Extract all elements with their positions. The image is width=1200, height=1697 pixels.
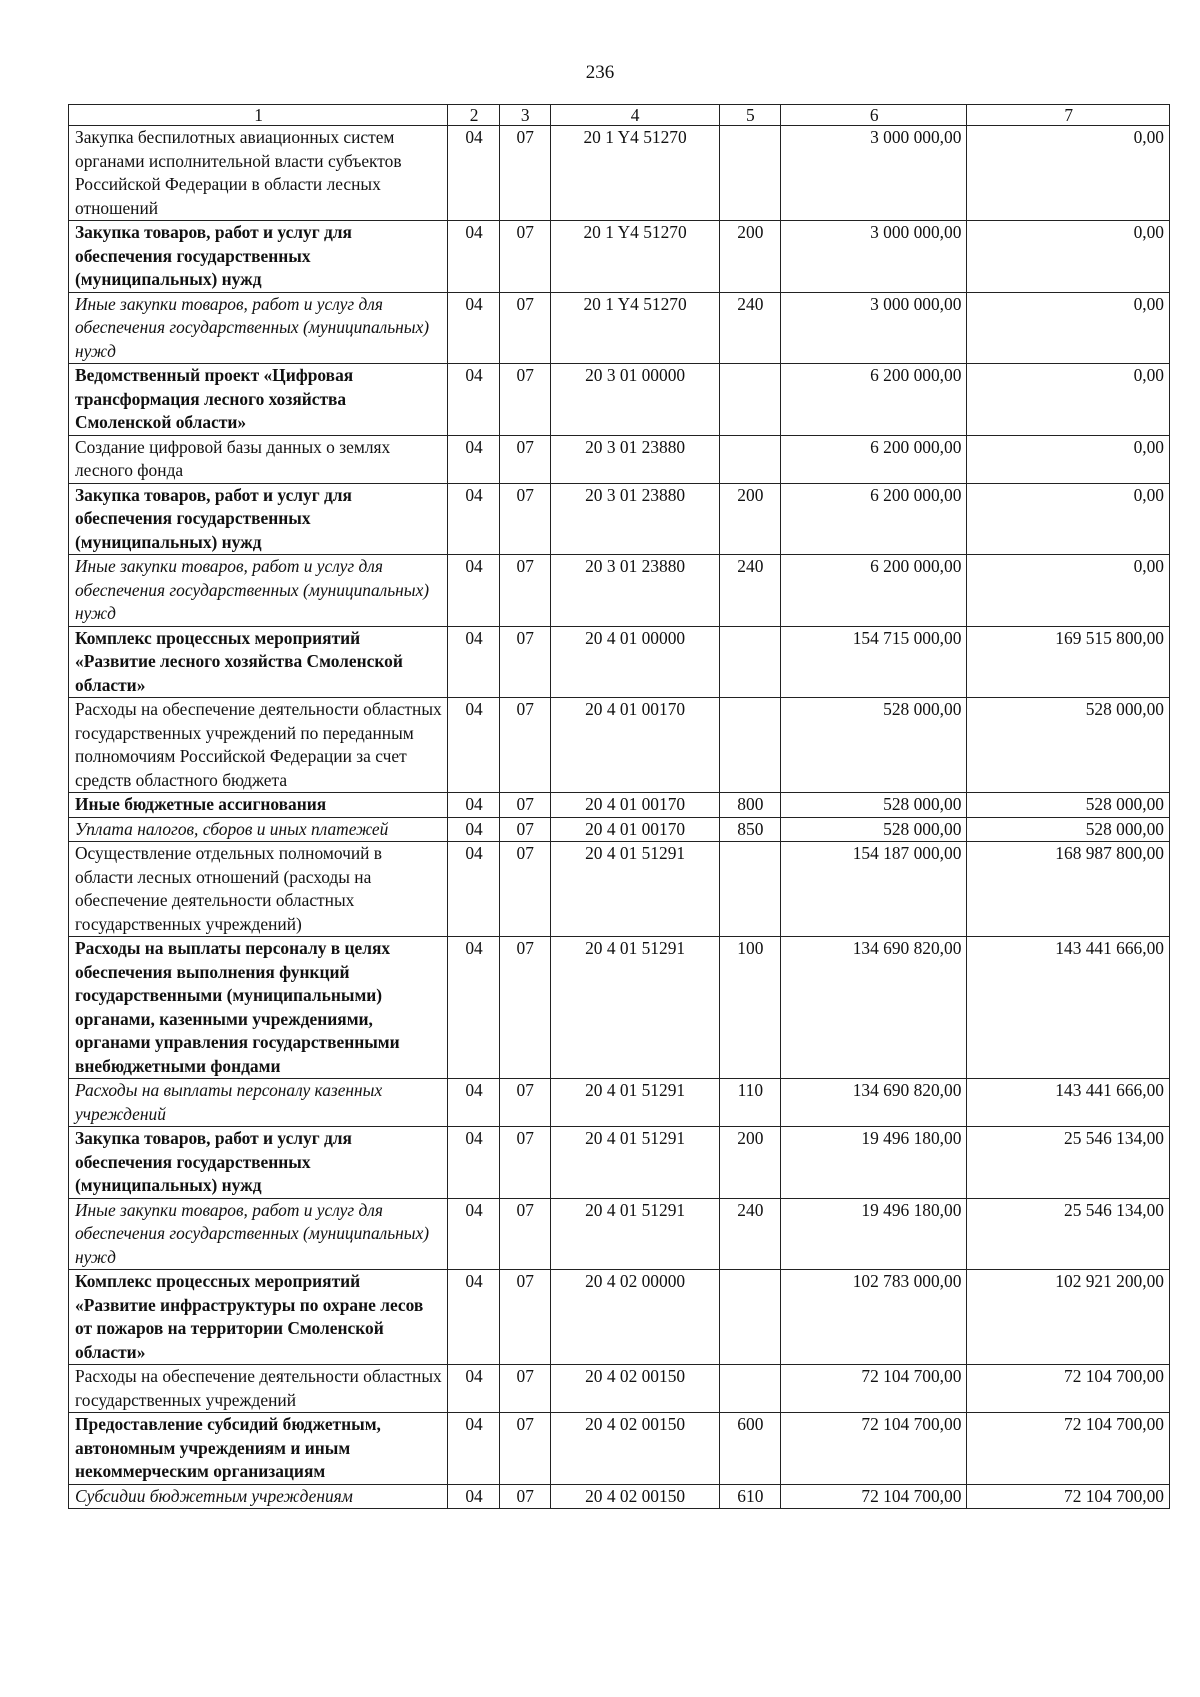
- amount-year-2: 102 921 200,00: [967, 1270, 1170, 1365]
- section-code: 04: [448, 1270, 500, 1365]
- amount-year-2: 25 546 134,00: [967, 1198, 1170, 1270]
- expense-type-code: 850: [719, 817, 780, 842]
- amount-year-2: 169 515 800,00: [967, 626, 1170, 698]
- table-row: [69, 435, 1170, 483]
- expense-name: Расходы на обеспечение деятельности областных государственных учреждений по переданным полномочиям Российской Федерации за счет средств областного бюджета: [69, 698, 448, 793]
- amount-year-1: 72 104 700,00: [781, 1365, 967, 1413]
- expense-name: Иные закупки товаров, работ и услуг для обеспечения государственных (муниципальных) нужд: [69, 292, 448, 364]
- expense-name: Закупка товаров, работ и услуг для обеспечения государственных (муниципальных) нужд: [69, 221, 448, 293]
- amount-year-1: 72 104 700,00: [781, 1413, 967, 1485]
- section-code: 04: [448, 435, 500, 483]
- expense-name: Закупка товаров, работ и услуг для обеспечения государственных (муниципальных) нужд: [69, 483, 448, 555]
- table-row: [69, 1198, 1170, 1270]
- subsection-code: 07: [499, 698, 550, 793]
- column-header: 3: [499, 105, 550, 126]
- section-code: 04: [448, 221, 500, 293]
- section-code: 04: [448, 698, 500, 793]
- amount-year-1: 6 200 000,00: [781, 364, 967, 436]
- expense-type-code: 800: [719, 793, 780, 818]
- subsection-code: 07: [499, 126, 550, 221]
- section-code: 04: [448, 1198, 500, 1270]
- expense-type-code: 200: [719, 221, 780, 293]
- subsection-code: 07: [499, 221, 550, 293]
- subsection-code: 07: [499, 793, 550, 818]
- table-row: [69, 1270, 1170, 1365]
- expense-type-code: 240: [719, 292, 780, 364]
- column-header: 2: [448, 105, 500, 126]
- expense-type-code: [719, 698, 780, 793]
- expense-type-code: 200: [719, 483, 780, 555]
- amount-year-1: 19 496 180,00: [781, 1198, 967, 1270]
- table-row: [69, 555, 1170, 627]
- table-row: [69, 793, 1170, 818]
- amount-year-1: 6 200 000,00: [781, 483, 967, 555]
- expense-type-code: 100: [719, 937, 780, 1079]
- subsection-code: 07: [499, 292, 550, 364]
- target-article-code: 20 4 02 00150: [550, 1365, 719, 1413]
- subsection-code: 07: [499, 435, 550, 483]
- section-code: 04: [448, 817, 500, 842]
- expense-type-code: [719, 626, 780, 698]
- expense-type-code: 240: [719, 555, 780, 627]
- expense-type-code: 200: [719, 1127, 780, 1199]
- amount-year-2: 72 104 700,00: [967, 1413, 1170, 1485]
- amount-year-2: 528 000,00: [967, 817, 1170, 842]
- expense-name: Субсидии бюджетным учреждениям: [69, 1484, 448, 1509]
- amount-year-2: 25 546 134,00: [967, 1127, 1170, 1199]
- amount-year-2: 0,00: [967, 483, 1170, 555]
- amount-year-1: 3 000 000,00: [781, 292, 967, 364]
- column-header: 4: [550, 105, 719, 126]
- column-header: 1: [69, 105, 448, 126]
- amount-year-1: 102 783 000,00: [781, 1270, 967, 1365]
- target-article-code: 20 4 01 00000: [550, 626, 719, 698]
- amount-year-2: 72 104 700,00: [967, 1365, 1170, 1413]
- expense-type-code: [719, 126, 780, 221]
- amount-year-1: 3 000 000,00: [781, 221, 967, 293]
- target-article-code: 20 3 01 23880: [550, 483, 719, 555]
- target-article-code: 20 4 01 51291: [550, 937, 719, 1079]
- expense-name: Иные закупки товаров, работ и услуг для обеспечения государственных (муниципальных) нужд: [69, 1198, 448, 1270]
- table-body: [69, 105, 1170, 1509]
- table-row: [69, 292, 1170, 364]
- subsection-code: 07: [499, 842, 550, 937]
- section-code: 04: [448, 483, 500, 555]
- table-row: [69, 1079, 1170, 1127]
- target-article-code: 20 4 01 51291: [550, 1198, 719, 1270]
- amount-year-2: 528 000,00: [967, 698, 1170, 793]
- table-row: [69, 364, 1170, 436]
- target-article-code: 20 4 02 00150: [550, 1484, 719, 1509]
- subsection-code: 07: [499, 555, 550, 627]
- subsection-code: 07: [499, 817, 550, 842]
- expense-name: Комплекс процессных мероприятий «Развитие инфраструктуры по охране лесов от пожаров на территории Смоленской области»: [69, 1270, 448, 1365]
- subsection-code: 07: [499, 1365, 550, 1413]
- expense-name: Иные закупки товаров, работ и услуг для обеспечения государственных (муниципальных) нужд: [69, 555, 448, 627]
- target-article-code: 20 1 Y4 51270: [550, 221, 719, 293]
- section-code: 04: [448, 793, 500, 818]
- expense-type-code: 110: [719, 1079, 780, 1127]
- subsection-code: 07: [499, 1079, 550, 1127]
- amount-year-1: 19 496 180,00: [781, 1127, 967, 1199]
- table-row: [69, 842, 1170, 937]
- target-article-code: 20 4 02 00150: [550, 1413, 719, 1485]
- expense-name: Комплекс процессных мероприятий «Развитие лесного хозяйства Смоленской области»: [69, 626, 448, 698]
- amount-year-1: 3 000 000,00: [781, 126, 967, 221]
- section-code: 04: [448, 1484, 500, 1509]
- column-header: 7: [967, 105, 1170, 126]
- expense-name: Ведомственный проект «Цифровая трансформация лесного хозяйства Смоленской области»: [69, 364, 448, 436]
- amount-year-1: 528 000,00: [781, 793, 967, 818]
- table-row: [69, 817, 1170, 842]
- expense-name: Закупка беспилотных авиационных систем органами исполнительной власти субъектов Российской Федерации в области лесных отношений: [69, 126, 448, 221]
- table-row: [69, 698, 1170, 793]
- subsection-code: 07: [499, 1484, 550, 1509]
- target-article-code: 20 4 01 51291: [550, 1079, 719, 1127]
- target-article-code: 20 4 01 51291: [550, 842, 719, 937]
- target-article-code: 20 3 01 23880: [550, 435, 719, 483]
- section-code: 04: [448, 1127, 500, 1199]
- target-article-code: 20 3 01 23880: [550, 555, 719, 627]
- column-header: 5: [719, 105, 780, 126]
- table-row: [69, 626, 1170, 698]
- section-code: 04: [448, 842, 500, 937]
- section-code: 04: [448, 364, 500, 436]
- expense-type-code: [719, 842, 780, 937]
- table-row: [69, 1484, 1170, 1509]
- table-row: [69, 483, 1170, 555]
- subsection-code: 07: [499, 1198, 550, 1270]
- table-row: [69, 221, 1170, 293]
- amount-year-2: 0,00: [967, 364, 1170, 436]
- amount-year-2: 72 104 700,00: [967, 1484, 1170, 1509]
- amount-year-2: 0,00: [967, 126, 1170, 221]
- amount-year-2: 168 987 800,00: [967, 842, 1170, 937]
- expense-type-code: [719, 1270, 780, 1365]
- subsection-code: 07: [499, 364, 550, 436]
- amount-year-1: 154 187 000,00: [781, 842, 967, 937]
- amount-year-1: 134 690 820,00: [781, 1079, 967, 1127]
- section-code: 04: [448, 1413, 500, 1485]
- expense-type-code: 600: [719, 1413, 780, 1485]
- subsection-code: 07: [499, 1413, 550, 1485]
- amount-year-1: 528 000,00: [781, 698, 967, 793]
- section-code: 04: [448, 937, 500, 1079]
- section-code: 04: [448, 292, 500, 364]
- section-code: 04: [448, 1079, 500, 1127]
- target-article-code: 20 4 01 00170: [550, 793, 719, 818]
- page-number: 236: [585, 62, 615, 83]
- table-row: [69, 1413, 1170, 1485]
- amount-year-1: 72 104 700,00: [781, 1484, 967, 1509]
- subsection-code: 07: [499, 1127, 550, 1199]
- subsection-code: 07: [499, 483, 550, 555]
- expense-type-code: [719, 1365, 780, 1413]
- amount-year-1: 6 200 000,00: [781, 435, 967, 483]
- target-article-code: 20 1 Y4 51270: [550, 292, 719, 364]
- budget-table: [68, 104, 1170, 1509]
- section-code: 04: [448, 126, 500, 221]
- amount-year-2: 0,00: [967, 555, 1170, 627]
- amount-year-2: 0,00: [967, 221, 1170, 293]
- expense-type-code: 240: [719, 1198, 780, 1270]
- expense-name: Осуществление отдельных полномочий в области лесных отношений (расходы на обеспечение деятельности областных государственных учреждений): [69, 842, 448, 937]
- amount-year-2: 0,00: [967, 292, 1170, 364]
- subsection-code: 07: [499, 937, 550, 1079]
- expense-type-code: [719, 435, 780, 483]
- column-number-row: [69, 105, 1170, 126]
- subsection-code: 07: [499, 626, 550, 698]
- section-code: 04: [448, 626, 500, 698]
- target-article-code: 20 1 Y4 51270: [550, 126, 719, 221]
- target-article-code: 20 4 01 00170: [550, 817, 719, 842]
- table-row: [69, 1365, 1170, 1413]
- target-article-code: 20 4 01 51291: [550, 1127, 719, 1199]
- amount-year-2: 143 441 666,00: [967, 937, 1170, 1079]
- expense-type-code: [719, 364, 780, 436]
- expense-name: Расходы на выплаты персоналу в целях обеспечения выполнения функций государственными (муниципальными) органами, казенными учреждениями, органами управления государственными внебюджетными фондами: [69, 937, 448, 1079]
- section-code: 04: [448, 555, 500, 627]
- target-article-code: 20 3 01 00000: [550, 364, 719, 436]
- expense-name: Закупка товаров, работ и услуг для обеспечения государственных (муниципальных) нужд: [69, 1127, 448, 1199]
- amount-year-1: 154 715 000,00: [781, 626, 967, 698]
- amount-year-1: 528 000,00: [781, 817, 967, 842]
- table-row: [69, 1127, 1170, 1199]
- column-header: 6: [781, 105, 967, 126]
- expense-name: Уплата налогов, сборов и иных платежей: [69, 817, 448, 842]
- amount-year-2: 143 441 666,00: [967, 1079, 1170, 1127]
- table-row: [69, 126, 1170, 221]
- expense-name: Иные бюджетные ассигнования: [69, 793, 448, 818]
- subsection-code: 07: [499, 1270, 550, 1365]
- expense-name: Создание цифровой базы данных о землях лесного фонда: [69, 435, 448, 483]
- section-code: 04: [448, 1365, 500, 1413]
- expense-name: Расходы на выплаты персоналу казенных учреждений: [69, 1079, 448, 1127]
- amount-year-1: 6 200 000,00: [781, 555, 967, 627]
- table-row: [69, 937, 1170, 1079]
- amount-year-2: 528 000,00: [967, 793, 1170, 818]
- amount-year-2: 0,00: [967, 435, 1170, 483]
- expense-type-code: 610: [719, 1484, 780, 1509]
- expense-name: Предоставление субсидий бюджетным, автономным учреждениям и иным некоммерческим организациям: [69, 1413, 448, 1485]
- target-article-code: 20 4 01 00170: [550, 698, 719, 793]
- target-article-code: 20 4 02 00000: [550, 1270, 719, 1365]
- amount-year-1: 134 690 820,00: [781, 937, 967, 1079]
- expense-name: Расходы на обеспечение деятельности областных государственных учреждений: [69, 1365, 448, 1413]
